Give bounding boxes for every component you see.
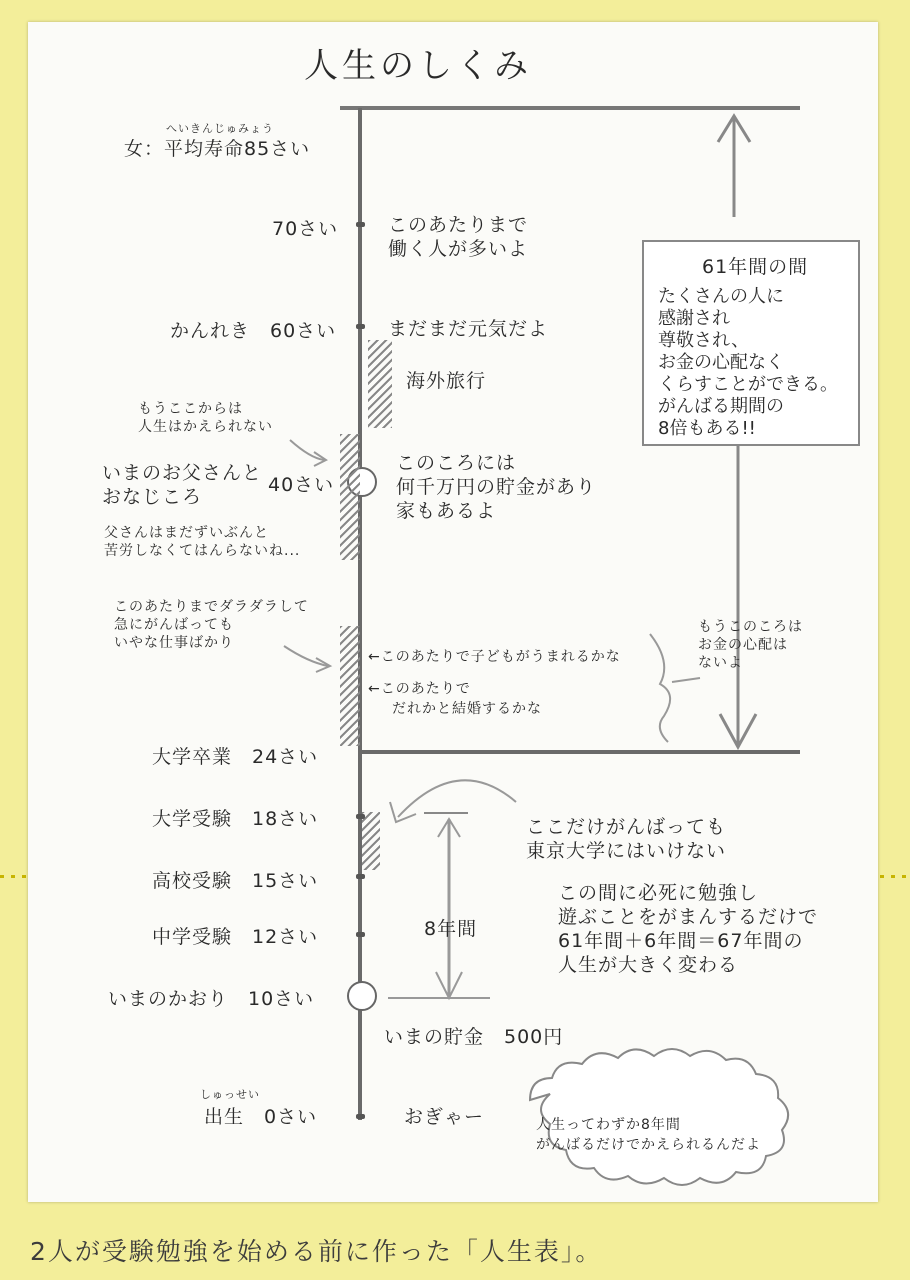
age-70: 70さい <box>272 218 339 240</box>
cloud-line-1: 人生ってわずか8年間 <box>536 1117 681 1133</box>
note-lazy-2: 急にがんばっても <box>114 617 234 633</box>
caption: 2人が受験勉強を始める前に作った「人生表」。 <box>30 1237 603 1266</box>
note-cannot-change-1: もうここからは <box>138 401 243 417</box>
label-father-same-2: おなじころ <box>102 486 203 508</box>
note-no-money-worry-3: ないよ <box>698 655 743 671</box>
note-study-hard-1: この間に必死に勉強し <box>558 882 759 904</box>
age-high-school-exam: 高校受験 15さい <box>152 870 319 892</box>
note-study-hard-3: 61年間＋6年間＝67年間の <box>558 930 804 952</box>
tick-70 <box>356 222 365 227</box>
age-female-lifespan: 女：平均寿命85さい <box>124 138 311 160</box>
note-todai-1: ここだけがんばっても <box>526 816 727 838</box>
note-savings-40-1: このころには <box>396 452 517 474</box>
box-line: 感謝され <box>658 308 730 329</box>
box-line: くらすことができる。 <box>658 374 838 395</box>
dotted-rule-left <box>0 875 28 878</box>
tick-12 <box>356 932 365 937</box>
tick-15 <box>356 874 365 879</box>
hatch-lazy <box>340 626 360 746</box>
dotted-rule-right <box>880 875 910 878</box>
note-todai-2: 東京大学にはいけない <box>526 840 727 862</box>
note-no-money-worry-1: もうこのころは <box>698 619 803 635</box>
hatch-overseas <box>368 340 392 428</box>
note-lazy-1: このあたりまでダラダラして <box>114 599 309 615</box>
note-study-hard-2: 遊ぶことをがまんするだけで <box>558 906 819 928</box>
note-savings-40-2: 何千万円の貯金があり <box>396 476 597 498</box>
hatch-father <box>340 434 360 560</box>
box-line: お金の心配なく <box>658 352 784 373</box>
box-title: 61年間の間 <box>702 256 809 278</box>
ruby-heikin-jumyou: へいきんじゅみょう <box>166 122 274 135</box>
note-work-until-2: 働く人が多いよ <box>388 238 529 260</box>
ruby-shusshou: しゅっせい <box>200 1088 260 1101</box>
page-title: 人生のしくみ <box>304 46 532 86</box>
note-savings-40-3: 家もあるよ <box>396 500 497 522</box>
age-university-exam: 大学受験 18さい <box>152 808 319 830</box>
tick-60 <box>356 324 365 329</box>
box-line: 尊敬され、 <box>658 330 750 351</box>
age-40: 40さい <box>268 474 335 496</box>
note-cannot-change-2: 人生はかえられない <box>138 419 273 435</box>
box-line: がんばる期間の <box>658 396 784 417</box>
sixty-one-years-box <box>642 240 860 446</box>
cloud-line-2: がんばるだけでかえられるんだよ <box>536 1137 761 1153</box>
note-study-hard-4: 人生が大きく変わる <box>558 954 739 976</box>
note-no-money-worry-2: お金の心配は <box>698 637 788 653</box>
note-marriage-1: ←このあたりで <box>368 681 471 697</box>
note-father-hardship-2: 苦労しなくてはんらないね... <box>104 543 301 559</box>
life-chart-sheet <box>28 22 878 1202</box>
age-kaori-now: いまのかおり 10さい <box>108 988 315 1010</box>
box-line: たくさんの人に <box>658 286 784 307</box>
tick-0 <box>356 1114 365 1119</box>
note-ogya: おぎゃー <box>404 1106 485 1128</box>
note-children: ←このあたりで子どもがうまれるかな <box>368 649 621 665</box>
box-line: 8倍もある!! <box>658 418 756 439</box>
age-graduation: 大学卒業 24さい <box>152 746 319 768</box>
label-eight-years: 8年間 <box>424 918 478 940</box>
age-kanreki: かんれき 60さい <box>170 320 337 342</box>
hatch-exam <box>362 812 380 870</box>
age-junior-high-exam: 中学受験 12さい <box>152 926 319 948</box>
note-work-until-1: このあたりまで <box>388 214 529 236</box>
label-father-same-1: いまのお父さんと <box>102 462 263 484</box>
tick-18 <box>356 814 365 819</box>
kaori-face-icon <box>348 982 376 1010</box>
note-savings-now: いまの貯金 500円 <box>384 1026 564 1048</box>
note-lazy-3: いやな仕事ばかり <box>114 635 234 651</box>
note-marriage-2: だれかと結婚するかな <box>392 701 542 717</box>
age-birth: 出生 0さい <box>204 1106 318 1128</box>
note-overseas-trip: 海外旅行 <box>406 370 487 392</box>
note-father-hardship-1: 父さんはまだずいぶんと <box>104 525 269 541</box>
note-still-healthy: まだまだ元気だよ <box>388 318 549 340</box>
